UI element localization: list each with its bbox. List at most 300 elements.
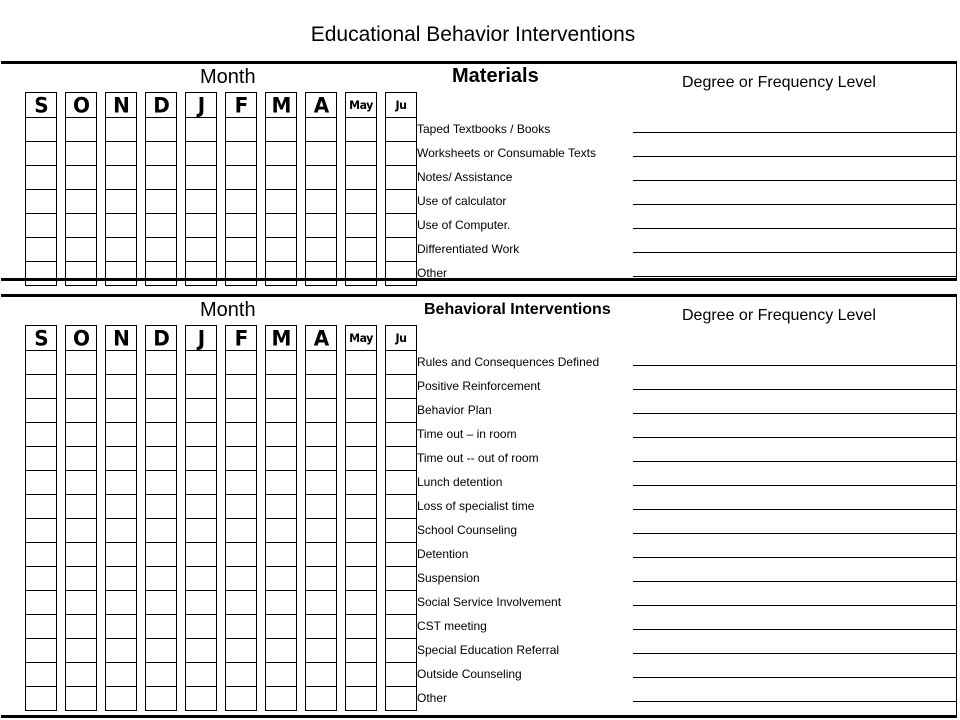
month-check-cell[interactable]: [186, 614, 216, 638]
month-check-cell[interactable]: [26, 542, 56, 566]
month-check-cell[interactable]: [26, 518, 56, 542]
month-check-cell[interactable]: [266, 398, 296, 422]
month-check-cell[interactable]: [266, 237, 296, 261]
month-check-cell[interactable]: [66, 446, 96, 470]
month-column: [65, 325, 97, 711]
item-row: [417, 587, 957, 611]
month-check-cell[interactable]: [226, 614, 256, 638]
month-check-cell[interactable]: [386, 686, 416, 710]
month-check-cell[interactable]: [186, 213, 216, 237]
month-check-cell[interactable]: [306, 374, 336, 398]
behavioral-interventions-section: [1, 294, 957, 718]
month-check-cell[interactable]: [266, 261, 296, 285]
month-header: O: [72, 92, 89, 118]
month-check-cell[interactable]: [26, 638, 56, 662]
month-check-cell[interactable]: [306, 662, 336, 686]
month-column: [265, 92, 297, 286]
month-check-cell[interactable]: [386, 494, 416, 518]
month-check-cell[interactable]: [306, 686, 336, 710]
month-check-cell[interactable]: [186, 350, 216, 374]
month-check-cell[interactable]: [306, 213, 336, 237]
month-check-cell[interactable]: [66, 141, 96, 165]
month-check-cell[interactable]: [26, 141, 56, 165]
month-check-cell[interactable]: [146, 542, 176, 566]
month-check-cell[interactable]: [306, 350, 336, 374]
month-check-cell[interactable]: [146, 165, 176, 189]
degree-entry-line[interactable]: [633, 252, 957, 253]
degree-entry-line[interactable]: [633, 533, 957, 534]
degree-entry-line[interactable]: [633, 228, 957, 229]
month-check-cell[interactable]: [106, 494, 136, 518]
month-check-cell[interactable]: [146, 350, 176, 374]
item-label: School Counseling: [417, 523, 518, 537]
month-check-cell[interactable]: [26, 237, 56, 261]
degree-entry-line[interactable]: [633, 485, 957, 486]
month-check-cell[interactable]: [226, 638, 256, 662]
month-check-cell[interactable]: [66, 261, 96, 285]
item-row: [417, 210, 957, 234]
month-header: May: [349, 331, 373, 345]
month-check-cell[interactable]: [226, 662, 256, 686]
month-check-cell[interactable]: [146, 141, 176, 165]
month-check-cell[interactable]: [266, 117, 296, 141]
month-check-cell[interactable]: [266, 350, 296, 374]
item-row: [417, 563, 957, 587]
month-check-cell[interactable]: [146, 237, 176, 261]
month-check-cell[interactable]: [146, 662, 176, 686]
month-check-cell[interactable]: [266, 470, 296, 494]
month-check-cell[interactable]: [146, 117, 176, 141]
degree-entry-line[interactable]: [633, 605, 957, 606]
month-check-cell[interactable]: [146, 638, 176, 662]
month-header: M: [271, 325, 291, 351]
month-check-cell[interactable]: [386, 566, 416, 590]
month-check-cell[interactable]: [106, 542, 136, 566]
month-check-cell[interactable]: [346, 494, 376, 518]
month-check-cell[interactable]: [226, 213, 256, 237]
month-check-cell[interactable]: [26, 686, 56, 710]
month-check-cell[interactable]: [226, 237, 256, 261]
month-check-cell[interactable]: [226, 117, 256, 141]
month-check-cell[interactable]: [106, 566, 136, 590]
month-column: [385, 92, 417, 286]
item-label: Lunch detention: [417, 475, 503, 489]
month-check-cell[interactable]: [26, 398, 56, 422]
item-label: Worksheets or Consumable Texts: [417, 146, 596, 160]
month-check-cell[interactable]: [386, 141, 416, 165]
month-check-cell[interactable]: [106, 165, 136, 189]
month-check-cell[interactable]: [106, 446, 136, 470]
month-check-cell[interactable]: [386, 518, 416, 542]
month-check-cell[interactable]: [26, 470, 56, 494]
degree-entry-line[interactable]: [633, 204, 957, 205]
degree-frequency-label: Degree or Frequency Level: [682, 74, 876, 91]
item-row: [417, 371, 957, 395]
month-check-cell[interactable]: [186, 398, 216, 422]
month-check-cell[interactable]: [66, 165, 96, 189]
month-check-cell[interactable]: [186, 237, 216, 261]
item-label: Positive Reinforcement: [417, 379, 541, 393]
month-check-cell[interactable]: [146, 494, 176, 518]
degree-entry-line[interactable]: [633, 156, 957, 157]
item-label: CST meeting: [417, 619, 487, 633]
month-header: Ju: [395, 331, 407, 345]
month-check-cell[interactable]: [266, 638, 296, 662]
month-label: Month: [200, 66, 256, 88]
month-check-cell[interactable]: [306, 494, 336, 518]
month-check-cell[interactable]: [306, 566, 336, 590]
section-heading: Behavioral Interventions: [424, 301, 611, 318]
month-check-cell[interactable]: [266, 494, 296, 518]
month-check-cell[interactable]: [106, 590, 136, 614]
month-check-cell[interactable]: [106, 614, 136, 638]
month-check-cell[interactable]: [106, 141, 136, 165]
month-check-cell[interactable]: [266, 446, 296, 470]
month-check-cell[interactable]: [26, 614, 56, 638]
month-check-cell[interactable]: [266, 542, 296, 566]
month-header: A: [313, 325, 329, 351]
month-column: [185, 92, 217, 286]
month-check-cell[interactable]: [26, 117, 56, 141]
month-check-cell[interactable]: [346, 165, 376, 189]
month-header: D: [153, 325, 169, 351]
month-check-cell[interactable]: [346, 590, 376, 614]
month-check-cell[interactable]: [346, 662, 376, 686]
month-check-cell[interactable]: [346, 470, 376, 494]
month-check-cell[interactable]: [106, 470, 136, 494]
month-check-cell[interactable]: [26, 494, 56, 518]
month-check-cell[interactable]: [66, 422, 96, 446]
month-check-cell[interactable]: [106, 686, 136, 710]
month-check-cell[interactable]: [66, 566, 96, 590]
behavioral-rows: [417, 347, 957, 707]
month-check-cell[interactable]: [66, 470, 96, 494]
month-check-cell[interactable]: [26, 566, 56, 590]
month-check-cell[interactable]: [106, 638, 136, 662]
month-check-cell[interactable]: [26, 422, 56, 446]
month-check-cell[interactable]: [26, 189, 56, 213]
month-check-cell[interactable]: [266, 614, 296, 638]
degree-entry-line[interactable]: [633, 365, 957, 366]
month-check-cell[interactable]: [66, 494, 96, 518]
month-check-cell[interactable]: [186, 566, 216, 590]
month-check-cell[interactable]: [66, 518, 96, 542]
item-row: [417, 515, 957, 539]
item-label: Differentiated Work: [417, 242, 520, 256]
month-check-cell[interactable]: [306, 518, 336, 542]
item-row: [417, 419, 957, 443]
item-row: [417, 114, 957, 138]
month-check-cell[interactable]: [106, 117, 136, 141]
item-row: [417, 186, 957, 210]
month-check-cell[interactable]: [26, 261, 56, 285]
month-check-cell[interactable]: [306, 638, 336, 662]
month-check-cell[interactable]: [106, 398, 136, 422]
month-check-cell[interactable]: [346, 261, 376, 285]
month-check-cell[interactable]: [66, 686, 96, 710]
month-header: N: [113, 92, 129, 118]
month-check-cell[interactable]: [266, 165, 296, 189]
month-check-cell[interactable]: [386, 638, 416, 662]
month-check-cell[interactable]: [146, 566, 176, 590]
month-check-cell[interactable]: [186, 542, 216, 566]
month-check-cell[interactable]: [106, 237, 136, 261]
month-check-cell[interactable]: [226, 446, 256, 470]
month-check-cell[interactable]: [66, 542, 96, 566]
month-check-cell[interactable]: [386, 422, 416, 446]
month-check-cell[interactable]: [26, 446, 56, 470]
month-check-cell[interactable]: [66, 237, 96, 261]
month-check-cell[interactable]: [186, 422, 216, 446]
month-check-cell[interactable]: [346, 117, 376, 141]
month-check-cell[interactable]: [226, 350, 256, 374]
month-check-cell[interactable]: [346, 141, 376, 165]
item-label: Loss of specialist time: [417, 499, 535, 513]
month-header: May: [349, 98, 373, 112]
month-check-cell[interactable]: [146, 590, 176, 614]
item-row: [417, 491, 957, 515]
month-check-cell[interactable]: [266, 422, 296, 446]
month-check-cell[interactable]: [266, 141, 296, 165]
month-check-cell[interactable]: [146, 446, 176, 470]
month-check-cell[interactable]: [26, 662, 56, 686]
item-row: [417, 258, 957, 282]
month-check-cell[interactable]: [186, 141, 216, 165]
month-check-cell[interactable]: [226, 566, 256, 590]
month-check-cell[interactable]: [146, 398, 176, 422]
month-check-cell[interactable]: [346, 237, 376, 261]
month-check-cell[interactable]: [186, 374, 216, 398]
month-check-cell[interactable]: [386, 590, 416, 614]
month-check-cell[interactable]: [346, 374, 376, 398]
item-label: Behavior Plan: [417, 403, 492, 417]
month-check-cell[interactable]: [106, 350, 136, 374]
month-check-cell[interactable]: [386, 542, 416, 566]
month-check-cell[interactable]: [306, 542, 336, 566]
month-column: [65, 92, 97, 286]
month-check-cell[interactable]: [346, 398, 376, 422]
month-check-cell[interactable]: [386, 237, 416, 261]
item-label: Special Education Referral: [417, 643, 560, 657]
month-check-cell[interactable]: [226, 374, 256, 398]
item-row: [417, 611, 957, 635]
month-column: [305, 325, 337, 711]
degree-entry-line[interactable]: [633, 629, 957, 630]
month-check-cell[interactable]: [186, 590, 216, 614]
month-column: [225, 325, 257, 711]
month-check-cell[interactable]: [106, 213, 136, 237]
month-column: [145, 92, 177, 286]
month-check-cell[interactable]: [226, 494, 256, 518]
month-check-cell[interactable]: [346, 446, 376, 470]
month-check-cell[interactable]: [146, 213, 176, 237]
month-check-cell[interactable]: [146, 374, 176, 398]
month-check-cell[interactable]: [346, 566, 376, 590]
month-check-cell[interactable]: [346, 189, 376, 213]
month-check-cell[interactable]: [266, 566, 296, 590]
month-check-cell[interactable]: [386, 614, 416, 638]
month-check-cell[interactable]: [226, 518, 256, 542]
month-check-cell[interactable]: [186, 638, 216, 662]
month-column: [25, 92, 57, 286]
month-check-cell[interactable]: [186, 686, 216, 710]
month-check-cell[interactable]: [186, 470, 216, 494]
degree-entry-line[interactable]: [633, 389, 957, 390]
month-check-cell[interactable]: [346, 638, 376, 662]
month-check-cell[interactable]: [266, 590, 296, 614]
month-check-cell[interactable]: [306, 398, 336, 422]
month-check-cell[interactable]: [66, 614, 96, 638]
month-check-cell[interactable]: [106, 518, 136, 542]
month-check-cell[interactable]: [186, 662, 216, 686]
month-check-cell[interactable]: [306, 470, 336, 494]
month-check-cell[interactable]: [346, 518, 376, 542]
month-check-cell[interactable]: [26, 374, 56, 398]
month-check-cell[interactable]: [26, 590, 56, 614]
month-check-cell[interactable]: [226, 398, 256, 422]
month-check-cell[interactable]: [386, 446, 416, 470]
month-check-cell[interactable]: [346, 422, 376, 446]
month-check-cell[interactable]: [306, 261, 336, 285]
month-check-cell[interactable]: [186, 494, 216, 518]
month-check-cell[interactable]: [186, 446, 216, 470]
item-row: [417, 234, 957, 258]
month-check-cell[interactable]: [66, 662, 96, 686]
month-check-cell[interactable]: [266, 374, 296, 398]
month-check-cell[interactable]: [66, 590, 96, 614]
month-check-cell[interactable]: [306, 165, 336, 189]
month-check-cell[interactable]: [66, 189, 96, 213]
month-check-cell[interactable]: [346, 614, 376, 638]
month-check-cell[interactable]: [386, 261, 416, 285]
month-check-cell[interactable]: [186, 518, 216, 542]
month-check-cell[interactable]: [146, 518, 176, 542]
degree-entry-line[interactable]: [633, 437, 957, 438]
month-check-cell[interactable]: [226, 189, 256, 213]
month-check-cell[interactable]: [386, 662, 416, 686]
month-check-cell[interactable]: [226, 165, 256, 189]
month-check-cell[interactable]: [186, 261, 216, 285]
month-header: J: [197, 92, 205, 118]
degree-entry-line[interactable]: [633, 180, 957, 181]
month-check-cell[interactable]: [386, 213, 416, 237]
month-check-cell[interactable]: [66, 374, 96, 398]
degree-entry-line[interactable]: [633, 557, 957, 558]
month-check-cell[interactable]: [306, 237, 336, 261]
month-check-cell[interactable]: [66, 117, 96, 141]
item-label: Rules and Consequences Defined: [417, 355, 600, 369]
degree-entry-line[interactable]: [633, 701, 957, 702]
month-check-cell[interactable]: [306, 117, 336, 141]
month-header: D: [153, 92, 169, 118]
month-header: A: [313, 92, 329, 118]
month-check-cell[interactable]: [106, 261, 136, 285]
month-column: [105, 92, 137, 286]
month-check-cell[interactable]: [66, 398, 96, 422]
month-check-cell[interactable]: [146, 614, 176, 638]
month-check-cell[interactable]: [266, 518, 296, 542]
month-check-cell[interactable]: [386, 470, 416, 494]
month-check-cell[interactable]: [26, 165, 56, 189]
month-check-cell[interactable]: [226, 542, 256, 566]
month-check-cell[interactable]: [386, 165, 416, 189]
month-check-cell[interactable]: [386, 350, 416, 374]
item-row: [417, 347, 957, 371]
month-check-cell[interactable]: [386, 374, 416, 398]
month-check-cell[interactable]: [66, 350, 96, 374]
item-label: Detention: [417, 547, 469, 561]
degree-entry-line[interactable]: [633, 132, 957, 133]
degree-entry-line[interactable]: [633, 413, 957, 414]
item-label: Time out – in room: [417, 427, 517, 441]
month-check-cell[interactable]: [306, 614, 336, 638]
materials-rows: [417, 114, 957, 282]
month-check-cell[interactable]: [386, 398, 416, 422]
item-label: Suspension: [417, 571, 480, 585]
month-check-cell[interactable]: [346, 686, 376, 710]
month-check-cell[interactable]: [106, 374, 136, 398]
month-check-cell[interactable]: [186, 165, 216, 189]
month-check-cell[interactable]: [306, 446, 336, 470]
month-column: [25, 325, 57, 711]
month-check-cell[interactable]: [186, 189, 216, 213]
month-check-cell[interactable]: [306, 590, 336, 614]
month-check-cell[interactable]: [226, 422, 256, 446]
degree-entry-line[interactable]: [633, 581, 957, 582]
degree-entry-line[interactable]: [633, 276, 957, 277]
degree-entry-line[interactable]: [633, 653, 957, 654]
month-check-cell[interactable]: [66, 638, 96, 662]
month-check-cell[interactable]: [266, 686, 296, 710]
month-check-cell[interactable]: [146, 189, 176, 213]
month-check-cell[interactable]: [26, 213, 56, 237]
month-check-cell[interactable]: [226, 261, 256, 285]
month-check-cell[interactable]: [306, 189, 336, 213]
month-check-cell[interactable]: [306, 422, 336, 446]
page-title: Educational Behavior Interventions: [310, 23, 636, 46]
degree-entry-line[interactable]: [633, 509, 957, 510]
month-check-cell[interactable]: [386, 117, 416, 141]
month-check-cell[interactable]: [226, 470, 256, 494]
month-check-cell[interactable]: [186, 117, 216, 141]
month-header: O: [72, 325, 89, 351]
month-check-cell[interactable]: [146, 422, 176, 446]
month-check-cell[interactable]: [306, 141, 336, 165]
month-check-cell[interactable]: [266, 662, 296, 686]
month-header: J: [197, 325, 205, 351]
month-check-cell[interactable]: [226, 686, 256, 710]
month-check-cell[interactable]: [66, 213, 96, 237]
month-check-cell[interactable]: [346, 350, 376, 374]
month-check-cell[interactable]: [386, 189, 416, 213]
month-check-cell[interactable]: [346, 542, 376, 566]
month-check-cell[interactable]: [106, 189, 136, 213]
degree-entry-line[interactable]: [633, 677, 957, 678]
month-check-cell[interactable]: [146, 470, 176, 494]
month-check-cell[interactable]: [106, 422, 136, 446]
month-check-cell[interactable]: [146, 261, 176, 285]
month-check-cell[interactable]: [226, 141, 256, 165]
month-check-cell[interactable]: [106, 662, 136, 686]
month-check-cell[interactable]: [346, 213, 376, 237]
month-check-cell[interactable]: [266, 213, 296, 237]
item-row: [417, 395, 957, 419]
month-check-cell[interactable]: [146, 686, 176, 710]
month-check-cell[interactable]: [226, 590, 256, 614]
degree-entry-line[interactable]: [633, 461, 957, 462]
month-check-cell[interactable]: [26, 350, 56, 374]
month-check-cell[interactable]: [266, 189, 296, 213]
